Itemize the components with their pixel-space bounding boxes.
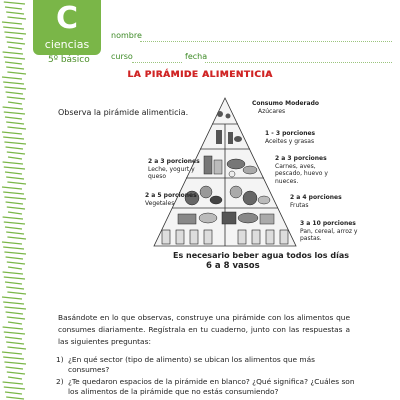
subject-name: ciencias <box>44 38 90 51</box>
label-carnes-sub: Carnes, aves, pescado, huevo y nueces. <box>275 162 328 185</box>
label-frutas-title: 2 a 4 porciones <box>290 194 342 201</box>
page-title: LA PIRÁMIDE ALIMENTICIA <box>127 70 273 80</box>
label-consumo-title: Consumo Moderado <box>252 100 319 107</box>
date-label: fecha <box>185 52 208 61</box>
label-vegetales-title: 2 a 5 porciones <box>145 192 197 199</box>
instruction-paragraph: Basándote en lo que observas, construye una pirámide con los alimentos que consumes diariamente. Regístrala en tu cuaderno, junto con las respuestas a las siguientes preguntas: <box>58 313 350 346</box>
question-number: 2) <box>56 377 64 386</box>
label-frutas-sub: Frutas <box>290 201 309 209</box>
question-number: 1) <box>56 355 64 364</box>
course-field[interactable] <box>132 62 182 63</box>
question-text: ¿En qué sector (tipo de alimento) se ubican los alimentos que más consumes? <box>68 355 315 374</box>
course-label: curso <box>111 52 133 61</box>
grade-label: 5º básico <box>48 55 90 65</box>
label-lacteos-title: 2 a 3 porciones <box>148 158 200 165</box>
name-field[interactable] <box>140 41 392 42</box>
label-carnes <box>275 155 335 185</box>
decorative-stripe <box>0 0 30 400</box>
label-cereales <box>300 220 358 243</box>
water-note-line1: Es necesario beber agua todos los días <box>173 251 349 260</box>
name-label: nombre <box>111 31 142 40</box>
label-consumo-sub: Azúcares <box>258 107 286 115</box>
label-frutas <box>290 194 342 209</box>
label-carnes-title: 2 a 3 porciones <box>275 155 327 162</box>
label-vegetales <box>145 192 197 207</box>
label-lacteos-sub: Leche, yogurt y queso <box>148 165 195 180</box>
label-consumo-moderado <box>252 100 319 115</box>
label-aceites-sub: Aceites y grasas <box>265 137 315 145</box>
question-text: ¿Te quedaron espacios de la pirámide en blanco? ¿Qué significa? ¿Cuáles son los alimentos de la pirámide que no estás consumiendo? <box>68 377 355 396</box>
water-note-line2: 6 a 8 vasos <box>206 261 260 271</box>
label-cereales-sub: Pan, cereal, arroz y pastas. <box>300 227 358 242</box>
subject-badge <box>33 0 101 55</box>
label-cereales-title: 3 a 10 porciones <box>300 220 356 227</box>
label-aceites-title: 1 - 3 porciones <box>265 130 316 137</box>
instruction-text: Observa la pirámide alimenticia. <box>58 108 189 117</box>
label-lacteos <box>148 158 208 181</box>
badge-letter: C <box>55 1 79 36</box>
label-aceites <box>265 130 315 145</box>
date-field[interactable] <box>205 62 392 63</box>
label-vegetales-sub: Vegetales <box>145 199 175 207</box>
